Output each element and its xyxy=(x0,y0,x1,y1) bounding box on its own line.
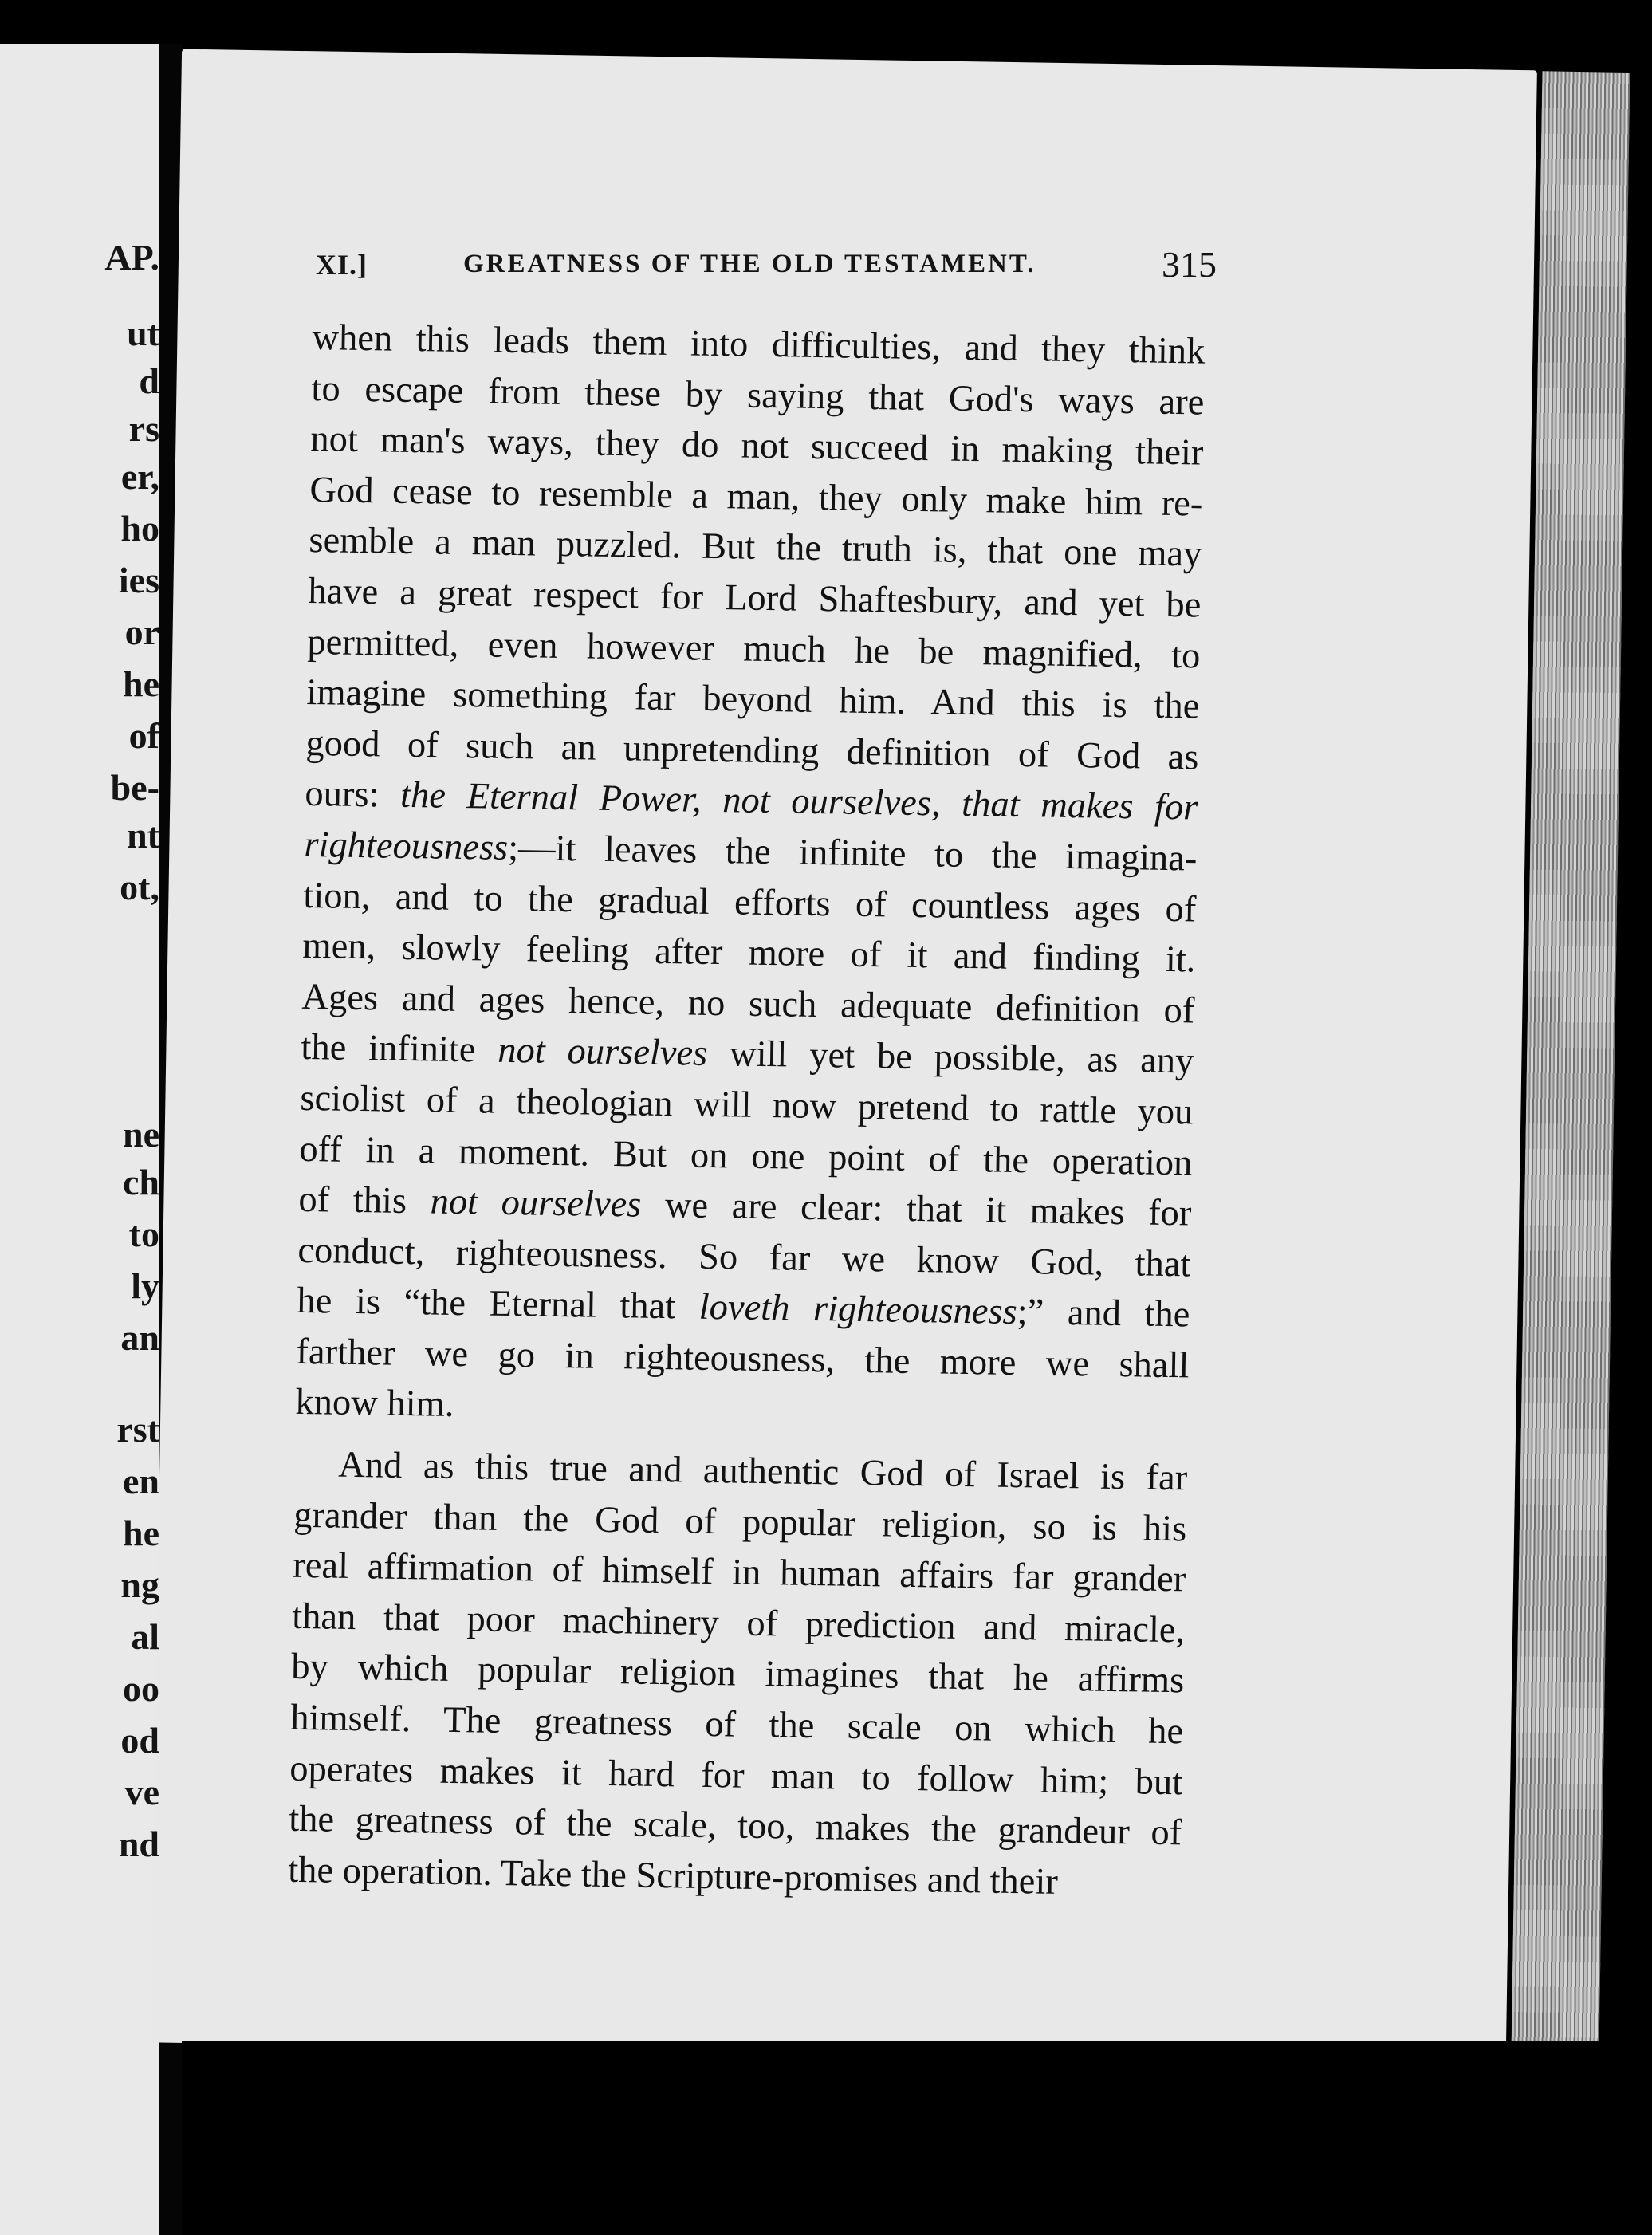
text-run: have a great respect for Lord Shaftesbury, and yet be xyxy=(308,570,1202,626)
text-run: we are clear: that it makes for xyxy=(640,1184,1192,1234)
text-run: ;” and the xyxy=(1017,1292,1190,1336)
text-run: God cease to resemble a man, they only make him re- xyxy=(309,469,1203,525)
previous-page-line-end: ies xyxy=(118,560,159,600)
text-run: men, slowly feeling after more of it and finding it. xyxy=(302,926,1196,981)
text-run: the greatness of the scale, too, makes the grandeur of xyxy=(288,1798,1182,1854)
previous-page-line-end: ot, xyxy=(120,867,159,907)
previous-page-line-end: ng xyxy=(120,1564,159,1605)
text-run: good of such an unpretending definition of God as xyxy=(305,722,1199,778)
chapter-mark: XI.] xyxy=(316,249,368,281)
previous-page-line-end: he xyxy=(123,663,159,704)
previous-page-line-end: an xyxy=(120,1317,159,1358)
text-run: And as this true and authentic God of Israel is far xyxy=(337,1444,1188,1499)
text-run: of this xyxy=(298,1178,431,1222)
text-run: grander than the God of popular religion, so is his xyxy=(293,1494,1187,1550)
italic-phrase: righteousness xyxy=(304,824,509,868)
previous-page-line-end: od xyxy=(120,1720,159,1761)
text-run: ours: xyxy=(305,773,401,816)
text-run: permitted, even however much he be magnified, to xyxy=(307,621,1201,677)
previous-page-line-end: AP. xyxy=(104,237,159,277)
text-run: farther we go in righteousness, the more we shall xyxy=(296,1331,1190,1387)
paragraph xyxy=(288,1439,1188,1910)
previous-page-line-end: nt xyxy=(127,815,159,856)
text-run: conduct, righteousness. So far we know God, that xyxy=(297,1230,1191,1285)
text-run: when this leads them into difficulties, and they think xyxy=(312,317,1206,372)
previous-page-line-end: al xyxy=(131,1616,159,1657)
previous-page-line-end: he xyxy=(123,1513,159,1553)
italic-phrase: loveth righteousness xyxy=(698,1287,1018,1333)
text-run: real affirmation of himself in human affairs far grander xyxy=(292,1545,1186,1600)
previous-page-line-end: ly xyxy=(131,1265,159,1306)
previous-page-line-end: ut xyxy=(127,313,159,353)
text-run: the infinite xyxy=(301,1027,498,1072)
text-run: semble a man puzzled. But the truth is, that one may xyxy=(309,520,1202,575)
page-number: 315 xyxy=(1162,244,1217,285)
previous-page-line-end: ch xyxy=(123,1162,159,1202)
text-run: off in a moment. But on one point of the operation xyxy=(299,1128,1193,1183)
previous-page-line-end: ve xyxy=(124,1772,159,1812)
previous-page-line-end: of xyxy=(128,715,159,756)
text-run: he is “the Eternal that xyxy=(297,1281,700,1328)
previous-page-line-end: d xyxy=(139,360,159,401)
text-run: the operation. Take the Scripture-promises and their xyxy=(287,1849,1059,1903)
text-run: sciolist of a theologian will now pretend to rattle you xyxy=(300,1077,1194,1133)
previous-page-line-end: or xyxy=(124,612,159,652)
text-run: not man's ways, they do not succeed in making their xyxy=(310,419,1204,474)
previous-page-line-end: ne xyxy=(123,1114,159,1155)
text-run: than that poor machinery of prediction and miracle, xyxy=(291,1596,1186,1651)
text-run: will yet be possible, as any xyxy=(706,1033,1194,1082)
text-run: imagine something far beyond him. And this is the xyxy=(306,672,1200,727)
previous-page-line-end: oo xyxy=(123,1668,159,1709)
text-run: to escape from these by saying that God's ways are xyxy=(311,368,1205,423)
previous-page-line-end: er, xyxy=(120,456,159,497)
italic-phrase: the Eternal Power, not ourselves, that makes for xyxy=(399,775,1198,828)
text-run: operates makes it hard for man to follow him; but xyxy=(289,1748,1183,1803)
previous-page-line-end: nd xyxy=(118,1824,159,1864)
previous-page-line-end: rst xyxy=(116,1409,159,1450)
text-run: ;—it leaves the infinite to the imagina- xyxy=(507,827,1198,879)
text-run: know him. xyxy=(295,1382,454,1426)
body-text xyxy=(288,313,1206,1910)
text-run: by which popular religion imagines that he affirms xyxy=(290,1647,1185,1702)
running-title: GREATNESS OF THE OLD TESTAMENT. xyxy=(463,250,1036,278)
previous-page-line-end: to xyxy=(128,1214,159,1254)
paragraph xyxy=(295,313,1206,1442)
previous-page-line-end: en xyxy=(123,1461,159,1501)
italic-phrase: not ourselves xyxy=(497,1030,708,1075)
text-run: Ages and ages hence, no such adequate definition of xyxy=(301,976,1195,1032)
previous-page-line-end: ho xyxy=(120,508,159,549)
previous-page-line-end: be- xyxy=(110,767,159,808)
running-head xyxy=(316,243,1217,291)
text-run: himself. The greatness of the scale on which he xyxy=(289,1697,1184,1753)
text-run: tion, and to the gradual efforts of countless ages of xyxy=(303,875,1197,931)
bottom-shadow xyxy=(182,2041,1617,2235)
italic-phrase: not ourselves xyxy=(430,1181,642,1226)
previous-page-line-end: rs xyxy=(128,408,159,449)
